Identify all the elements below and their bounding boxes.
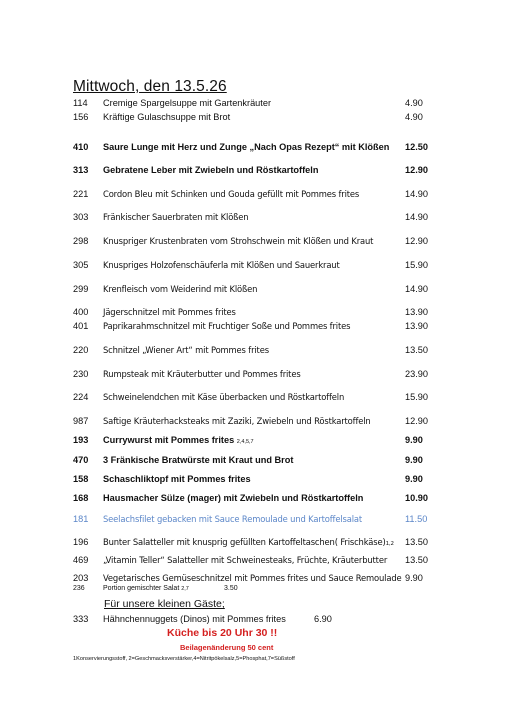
- item-price: 15.90: [405, 260, 428, 270]
- item-price: 9.90: [405, 435, 423, 445]
- item-price: 12.90: [405, 165, 428, 175]
- item-name: Knuspriger Krustenbraten vom Strohschwein mit Klößen und Kraut: [103, 236, 374, 246]
- item-price: 12.90: [405, 236, 428, 246]
- item-number: 298: [73, 236, 89, 246]
- item-name: Seelachsfilet gebacken mit Sauce Remoulade und Kartoffelsalat: [103, 514, 363, 524]
- item-name: Gebratene Leber mit Zwiebeln und Röstkartoffeln: [103, 165, 319, 175]
- item-number: 401: [73, 321, 89, 331]
- item-number: 305: [73, 260, 89, 270]
- additive-codes: 1,2: [385, 541, 394, 547]
- item-price: 13.50: [405, 555, 428, 565]
- item-number: 299: [73, 284, 89, 294]
- item-name: Vegetarisches Gemüseschnitzel mit Pommes frites und Sauce Remoulade: [103, 573, 402, 583]
- additive-codes: 2,7: [181, 586, 189, 592]
- item-price: 9.90: [405, 573, 423, 583]
- item-number: 987: [73, 416, 89, 426]
- item-name: Portion gemischter Salat 2,7: [103, 585, 189, 592]
- item-name: Hähnchennuggets (Dinos) mit Pommes frites: [103, 614, 286, 624]
- item-name: Krenfleisch vom Weiderind mit Klößen: [103, 284, 258, 294]
- item-name: Hausmacher Sülze (mager) mit Zwiebeln und Röstkartoffeln: [103, 493, 364, 503]
- item-number: 236: [73, 585, 85, 592]
- item-number: 313: [73, 165, 89, 175]
- item-number: 196: [73, 537, 89, 547]
- item-name: Knuspriges Holzofenschäuferla mit Klößen und Sauerkraut: [103, 260, 340, 270]
- item-price: 12.50: [405, 142, 428, 152]
- item-price: 11.50: [405, 514, 428, 524]
- item-name: Currywurst mit Pommes frites 2,4,5,7: [103, 435, 254, 445]
- item-name: Cremige Spargelsuppe mit Gartenkräuter: [103, 98, 272, 108]
- kids-section-title: Für unsere kleinen Gäste;: [104, 598, 225, 610]
- item-number: 221: [73, 189, 89, 199]
- item-number: 224: [73, 392, 89, 402]
- item-name: Schweinelendchen mit Käse überbacken und Röstkartoffeln: [103, 392, 345, 402]
- item-name: Rumpsteak mit Kräuterbutter und Pommes frites: [103, 369, 301, 379]
- item-price: 13.50: [405, 537, 428, 547]
- item-number: 333: [73, 614, 89, 624]
- item-price: 4.90: [405, 112, 423, 122]
- item-name: 3 Fränkische Bratwürste mit Kraut und Brot: [103, 455, 294, 465]
- item-price: 23.90: [405, 369, 428, 379]
- item-name: Saure Lunge mit Herz und Zunge „Nach Opas Rezept“ mit Klößen: [103, 142, 390, 152]
- item-name: Saftige Kräuterhacksteaks mit Zaziki, Zwiebeln und Röstkartoffeln: [103, 416, 371, 426]
- item-number: 156: [73, 112, 89, 122]
- item-price: 4.90: [405, 98, 423, 108]
- item-number: 193: [73, 435, 89, 445]
- item-name: Schnitzel „Wiener Art“ mit Pommes frites: [103, 345, 269, 355]
- item-name: Fränkischer Sauerbraten mit Klößen: [103, 212, 249, 222]
- item-number: 230: [73, 369, 89, 379]
- item-name: Kräftige Gulaschsuppe mit Brot: [103, 112, 231, 122]
- item-price: 9.90: [405, 474, 423, 484]
- item-name: Bunter Salatteller mit knusprig gefüllten Kartoffeltaschen( Frischkäse)1,2: [103, 537, 394, 547]
- item-price: 13.90: [405, 321, 428, 331]
- item-price: 6.90: [314, 614, 332, 624]
- item-number: 303: [73, 212, 89, 222]
- item-price: 10.90: [405, 493, 428, 503]
- item-price: 9.90: [405, 455, 423, 465]
- additives-footnote: 1Konservierungsstoff, 2=Geschmacksverstärker,4=Nitritpökelsalz,5=Phosphat,7=Süßstoff: [73, 656, 295, 662]
- item-price: 3.50: [224, 585, 238, 592]
- item-number: 400: [73, 307, 89, 317]
- kitchen-hours-notice: Küche bis 20 Uhr 30 !!: [167, 627, 278, 639]
- additive-codes: 2,4,5,7: [236, 439, 254, 445]
- item-number: 203: [73, 573, 89, 583]
- item-price: 12.90: [405, 416, 428, 426]
- side-change-notice: Beilagenänderung 50 cent: [180, 643, 274, 652]
- item-name: Schaschliktopf mit Pommes frites: [103, 474, 251, 484]
- item-name: Jägerschnitzel mit Pommes frites: [103, 307, 236, 317]
- item-price: 13.90: [405, 307, 428, 317]
- item-name: Cordon Bleu mit Schinken und Gouda gefüllt mit Pommes frites: [103, 189, 360, 199]
- item-number: 469: [73, 555, 89, 565]
- item-number: 470: [73, 455, 89, 465]
- item-price: 14.90: [405, 212, 428, 222]
- item-name: „Vitamin Teller“ Salatteller mit Schweinesteaks, Früchte, Kräuterbutter: [103, 555, 388, 565]
- item-number: 220: [73, 345, 89, 355]
- item-price: 14.90: [405, 189, 428, 199]
- item-number: 168: [73, 493, 89, 503]
- item-price: 13.50: [405, 345, 428, 355]
- page-title: Mittwoch, den 13.5.26: [73, 78, 227, 95]
- item-number: 158: [73, 474, 89, 484]
- item-name: Paprikarahmschnitzel mit Fruchtiger Soße und Pommes frites: [103, 321, 351, 331]
- item-number: 410: [73, 142, 89, 152]
- item-number: 181: [73, 514, 89, 524]
- item-price: 15.90: [405, 392, 428, 402]
- item-number: 114: [73, 98, 88, 108]
- item-price: 14.90: [405, 284, 428, 294]
